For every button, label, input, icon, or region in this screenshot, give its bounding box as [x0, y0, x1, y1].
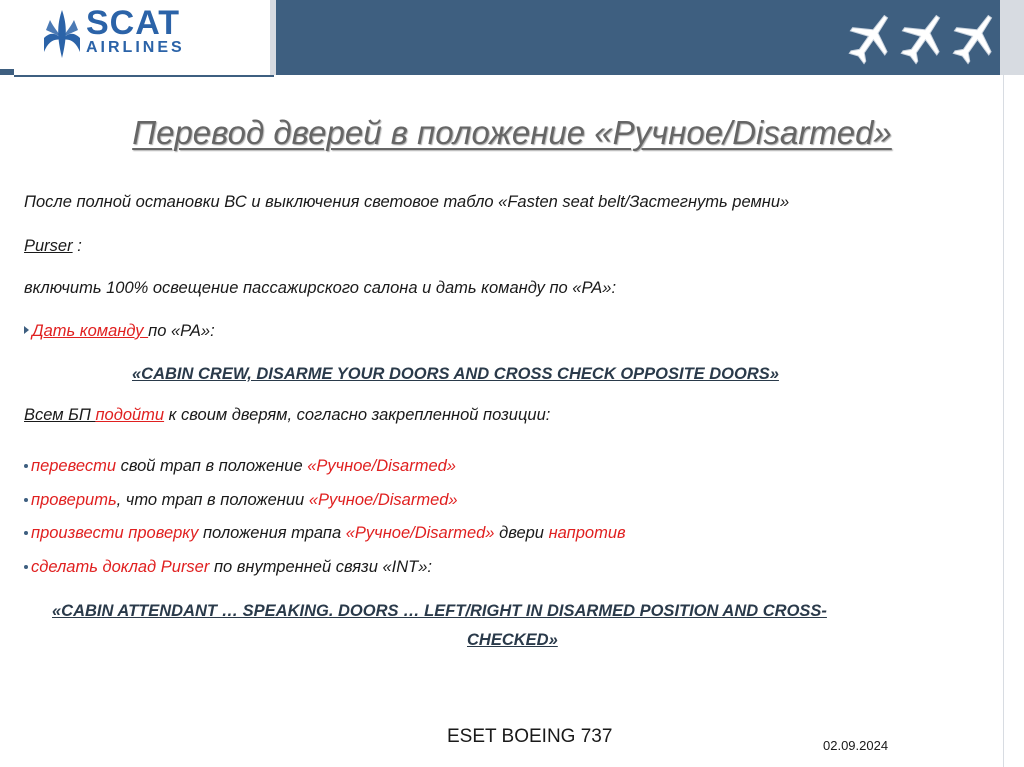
- bullet-red: сделать доклад Purser: [31, 558, 210, 576]
- bullet-text: по внутренней связи «INT»:: [209, 558, 432, 576]
- body-line-1: После полной остановки ВС и выключения световое табло «Fasten seat belt/Застегнуть ремни»: [24, 193, 790, 211]
- list-item: [24, 557, 432, 577]
- command-rest: по «PA»:: [148, 322, 215, 340]
- bullet-red-3: напротив: [548, 524, 626, 542]
- header-right-strip: [1000, 0, 1024, 75]
- bullet-red-2: «Ручное/Disarmed»: [307, 457, 456, 475]
- dot-bullet-icon: [24, 565, 28, 569]
- all-fa-b: к своим дверям, согласно закрепленной позиции:: [164, 406, 551, 424]
- page-title: Перевод дверей в положение «Ручное/Disarmed»: [132, 114, 892, 151]
- all-fa-a: Всем БП: [24, 406, 96, 424]
- bullet-text: , что трап в положении: [116, 491, 309, 509]
- header-left-tick: [0, 69, 14, 75]
- dot-bullet-icon: [24, 498, 28, 502]
- dot-bullet-icon: [24, 531, 28, 535]
- logo: [0, 0, 270, 75]
- airplane-icon: [848, 10, 894, 66]
- logo-airlines-text: AIRLINES: [86, 39, 185, 56]
- body-line-command: [24, 321, 215, 341]
- list-item: [24, 456, 456, 476]
- bullet-text-2: двери: [494, 524, 549, 542]
- all-fa-red: подойти: [95, 406, 165, 424]
- bullet-red-2: «Ручное/Disarmed»: [345, 524, 495, 542]
- footer-course-name: ESET BOEING 737: [447, 726, 613, 747]
- list-item: [24, 523, 626, 543]
- footer-date: 02.09.2024: [823, 738, 889, 753]
- bullet-text: свой трап в положение: [116, 457, 308, 475]
- dot-bullet-icon: [24, 464, 28, 468]
- list-item: [24, 490, 458, 510]
- bullet-red-2: «Ручное/Disarmed»: [308, 491, 458, 509]
- right-rule: [1003, 75, 1004, 767]
- bullet-text: положения трапа: [198, 524, 346, 542]
- header-bar: [0, 0, 1024, 75]
- body-line-3: включить 100% освещение пассажирского салона и дать команду по «PA»:: [24, 279, 617, 297]
- scat-logo-icon: [40, 8, 84, 60]
- command-red: Дать команду: [32, 322, 149, 340]
- body-line-all-fa: [24, 405, 550, 425]
- header-underline: [14, 75, 274, 77]
- bullet-red: перевести: [31, 457, 117, 475]
- body-line-purser: [24, 236, 82, 256]
- announcement-1: «CABIN CREW, DISARME YOUR DOORS AND CROSS CHECK OPPOSITE DOORS»: [132, 365, 779, 383]
- announcement-2-line-2: CHECKED»: [467, 631, 558, 649]
- bullet-red: произвести проверку: [31, 524, 199, 542]
- airplane-icon: [952, 10, 998, 66]
- announcement-2-line-1: «CABIN ATTENDANT … SPEAKING. DOORS … LEFT/RIGHT IN DISARMED POSITION AND CROSS-: [52, 602, 827, 620]
- purser-label: Purser: [24, 237, 73, 255]
- logo-scat-text: SCAT: [86, 4, 181, 42]
- purser-colon: :: [72, 237, 82, 255]
- airplane-icon: [900, 10, 946, 66]
- triangle-bullet-icon: [24, 326, 29, 334]
- plane-decoration: [848, 10, 998, 66]
- bullet-red: проверить: [31, 491, 117, 509]
